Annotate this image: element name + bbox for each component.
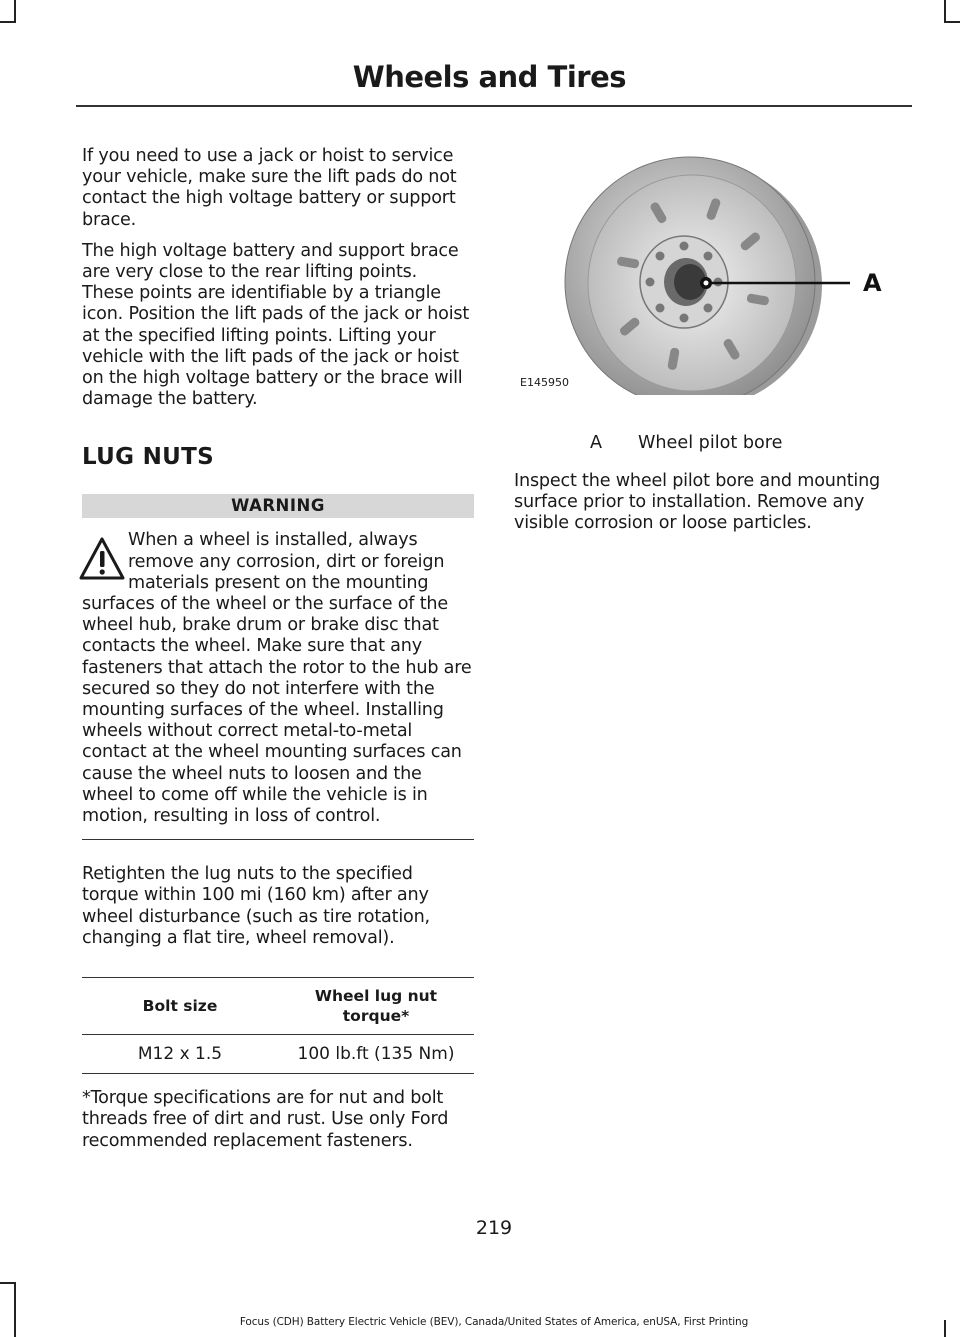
torque-table	[82, 977, 474, 1074]
warning-divider	[82, 839, 474, 840]
left-column	[82, 146, 474, 1162]
page-title: Wheels and Tires	[352, 60, 626, 94]
paragraph-lifting-points: The high voltage battery and support brace are very close to the rear lifting points. These points are identifiable by a triangle icon. Position the lift pads of the jack or hoist at the specified lifting points. Lifting your vehicle with the lift pads of the jack or hoist on the high voltage battery or the brace will damage the battery.	[82, 240, 470, 410]
crop-mark	[0, 1282, 16, 1284]
paragraph-inspect: Inspect the wheel pilot bore and mounting surface prior to installation. Remove any visible corrosion or loose particles.	[514, 471, 880, 534]
footer-text: Focus (CDH) Battery Electric Vehicle (BEV), Canada/United States of America, enUSA, First Printing	[239, 1316, 749, 1328]
table-cell-torque: 100 lb.ft (135 Nm)	[278, 1035, 474, 1074]
table-footnote: *Torque specifications are for nut and bolt threads free of dirt and rust. Use only Ford recommended replacement fasteners.	[82, 1088, 449, 1151]
callout-text: Wheel pilot bore	[638, 433, 783, 453]
header-divider	[76, 105, 912, 107]
warning-body	[82, 530, 474, 827]
warning-triangle-icon	[78, 536, 126, 582]
table-header-bolt-size: Bolt size	[82, 978, 278, 1035]
right-column	[514, 140, 910, 545]
warning-header: WARNING	[82, 494, 474, 518]
table-header-row	[82, 978, 474, 1035]
table-header-torque: Wheel lug nut torque*	[278, 978, 474, 1035]
crop-mark	[944, 21, 960, 23]
figure-callout-label: A	[863, 269, 882, 297]
figure-code: E145950	[520, 376, 569, 389]
paragraph-lift-pads: If you need to use a jack or hoist to service your vehicle, make sure the lift pads do not contact the high voltage battery or support brace.	[82, 146, 457, 230]
section-title-lug-nuts: LUG NUTS	[82, 444, 214, 471]
crop-mark	[14, 0, 16, 22]
page-number: 219	[475, 1217, 513, 1239]
wheel-illustration	[514, 140, 910, 395]
warning-text: When a wheel is installed, always remove any corrosion, dirt or foreign materials present on the mounting surfaces of the wheel or the surface of the wheel hub, brake drum or brake disc that contacts the wheel. Make sure that any fasteners that attach the rotor to the hub are secured so they do not interfere with the mounting surfaces of the wheel. Installing wheels without correct metal-to-metal contact at the wheel mounting surfaces can cause the wheel nuts to loosen and the wheel to come off while the vehicle is in motion, resulting in loss of control.	[82, 530, 472, 827]
wheel-figure	[514, 140, 910, 395]
callout-letter: A	[589, 433, 602, 453]
paragraph-retighten: Retighten the lug nuts to the specified torque within 100 mi (160 km) after any wheel disturbance (such as tire rotation, changing a flat tire, wheel removal).	[82, 864, 430, 948]
crop-mark	[14, 1282, 16, 1337]
crop-mark	[944, 0, 946, 22]
table-cell-bolt-size: M12 x 1.5	[82, 1035, 278, 1074]
callout-row	[514, 433, 910, 453]
crop-mark	[0, 21, 16, 23]
table-row	[82, 1035, 474, 1074]
